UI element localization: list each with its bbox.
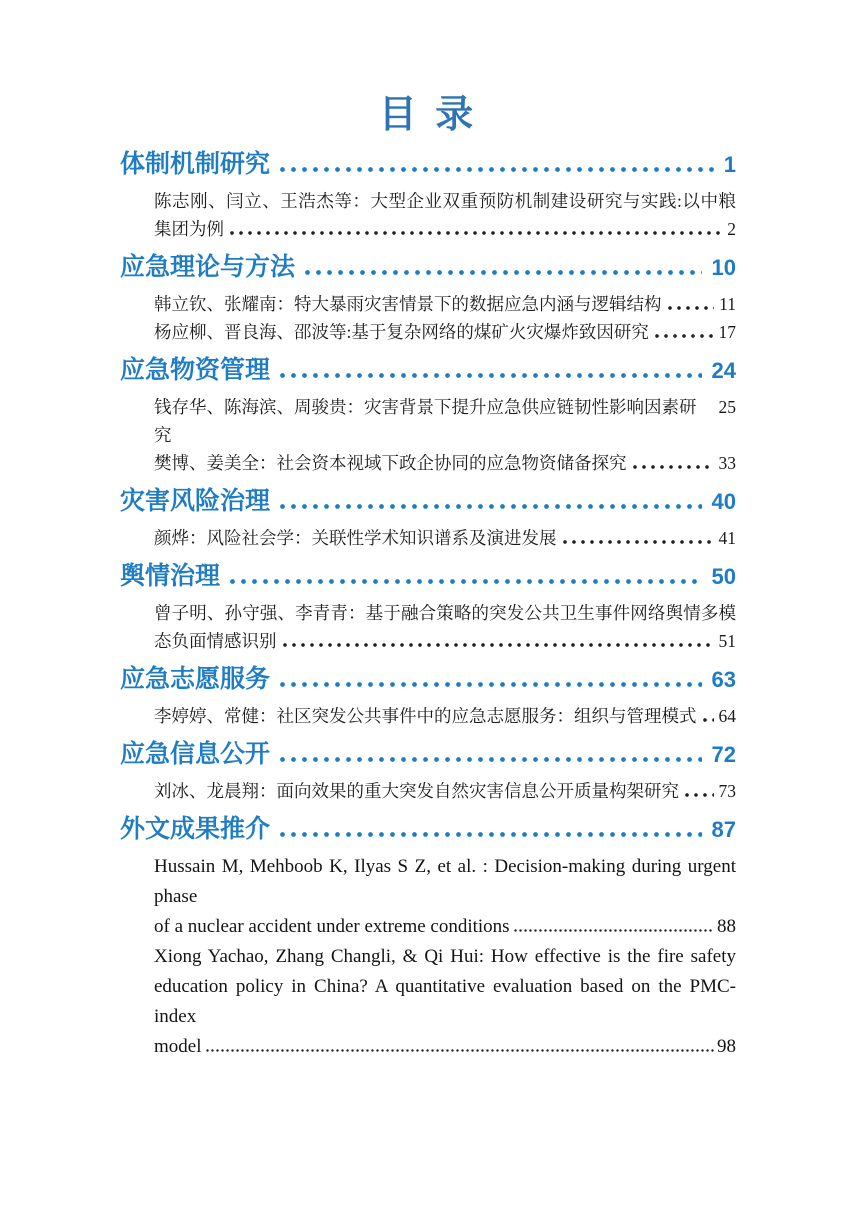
entry-tail: 李婷婷、常健：社区突发公共事件中的应急志愿服务：组织与管理模式 xyxy=(154,706,697,726)
section-dot-leader xyxy=(280,682,702,687)
toc-section xyxy=(120,148,736,243)
section-page-number: 24 xyxy=(711,358,736,383)
entry-tail: 集团为例 xyxy=(154,219,224,239)
entry-tail: model xyxy=(154,1036,202,1057)
section-entries xyxy=(154,852,736,1062)
entry-dot-leader xyxy=(655,334,714,338)
section-title: 应急理论与方法 xyxy=(120,253,296,281)
toc-entry xyxy=(154,318,736,346)
entry-tail: 樊博、姜美全：社会资本视域下政企协同的应急物资储备探究 xyxy=(154,453,627,473)
entry-page-number: 51 xyxy=(718,631,736,651)
section-page-number: 10 xyxy=(711,255,736,280)
entry-tail: 态负面情感识别 xyxy=(154,631,277,651)
entry-dot-leader xyxy=(685,793,714,797)
section-entries xyxy=(154,290,736,346)
entry-dot-leader xyxy=(703,718,714,722)
section-title-row xyxy=(120,485,736,518)
entry-prelines xyxy=(154,599,736,627)
entry-tail: 刘冰、龙晨翔：面向效果的重大突发自然灾害信息公开质量构架研究 xyxy=(154,781,679,801)
section-entries xyxy=(154,187,736,243)
toc-section xyxy=(120,485,736,552)
entry-tail-row xyxy=(154,393,736,449)
section-title-row xyxy=(120,251,736,284)
section-title-row xyxy=(120,148,736,181)
entry-page-number: 88 xyxy=(717,916,736,937)
entry-prelines xyxy=(154,187,736,215)
toc-entry xyxy=(154,702,736,730)
section-entries xyxy=(154,393,736,477)
section-entries xyxy=(154,524,736,552)
entry-tail-row xyxy=(154,702,736,730)
entry-page-number: 11 xyxy=(719,294,736,314)
entry-tail-row xyxy=(154,912,736,942)
entry-line: Hussain M, Mehboob K, Ilyas S Z, et al. : Decision-making during urgent phase xyxy=(154,856,736,907)
toc-section xyxy=(120,663,736,730)
toc-entry xyxy=(154,290,736,318)
entry-dot-leader xyxy=(563,540,714,544)
toc-entry xyxy=(154,449,736,477)
toc-entry xyxy=(154,524,736,552)
entry-tail: 韩立钦、张耀南：特大暴雨灾害情景下的数据应急内涵与逻辑结构 xyxy=(154,294,662,314)
section-title: 应急物资管理 xyxy=(120,356,271,384)
entry-line: 陈志刚、闫立、王浩杰等：大型企业双重预防机制建设研究与实践:以中粮 xyxy=(154,191,736,211)
entry-tail: 颜烨：风险社会学：关联性学术知识谱系及演进发展 xyxy=(154,528,557,548)
entry-dot-leader xyxy=(633,465,714,469)
section-page-number: 40 xyxy=(711,489,736,514)
entry-page-number: 33 xyxy=(718,453,736,473)
entry-dot-leader xyxy=(283,643,714,647)
entry-dot-leader xyxy=(668,306,715,310)
section-page-number: 72 xyxy=(711,742,736,767)
section-title: 体制机制研究 xyxy=(120,150,271,178)
toc-entry xyxy=(154,852,736,942)
entry-page-number: 41 xyxy=(718,528,736,548)
entry-dot-leader xyxy=(230,231,722,235)
entry-page-number: 73 xyxy=(718,781,736,801)
entry-dot-leader xyxy=(514,929,714,932)
section-page-number: 63 xyxy=(711,667,736,692)
entry-tail-row xyxy=(154,627,736,655)
entry-prelines xyxy=(154,942,736,1032)
section-title-row xyxy=(120,663,736,696)
section-dot-leader xyxy=(280,504,702,509)
section-dot-leader xyxy=(305,270,702,275)
entry-page-number: 25 xyxy=(718,397,736,417)
section-title: 舆情治理 xyxy=(120,562,221,590)
entry-page-number: 17 xyxy=(718,322,736,342)
entry-page-number: 98 xyxy=(717,1036,736,1057)
toc-entry xyxy=(154,599,736,655)
section-title: 外文成果推介 xyxy=(120,815,271,843)
section-dot-leader xyxy=(280,757,702,762)
entry-page-number: 64 xyxy=(718,706,736,726)
entry-line: Xiong Yachao, Zhang Changli, & Qi Hui: How effective is the fire safety xyxy=(154,946,736,967)
toc-section xyxy=(120,738,736,805)
section-title-row xyxy=(120,560,736,593)
entry-line: education policy in China? A quantitative evaluation based on the PMC-index xyxy=(154,976,736,1027)
section-dot-leader xyxy=(280,832,702,837)
entry-tail-row xyxy=(154,215,736,243)
section-page-number: 87 xyxy=(711,817,736,842)
section-page-number: 1 xyxy=(723,152,736,177)
section-title: 应急志愿服务 xyxy=(120,665,271,693)
section-dot-leader xyxy=(280,373,702,378)
toc-content xyxy=(120,92,736,1062)
toc xyxy=(120,148,736,1062)
entry-dot-leader xyxy=(206,1049,715,1052)
entry-tail-row xyxy=(154,290,736,318)
entry-tail: of a nuclear accident under extreme conditions xyxy=(154,916,510,937)
entry-tail-row xyxy=(154,449,736,477)
entry-tail: 钱存华、陈海滨、周骏贵：灾害背景下提升应急供应链韧性影响因素研究 xyxy=(154,397,697,445)
entry-tail-row xyxy=(154,524,736,552)
toc-section xyxy=(120,354,736,477)
toc-entry xyxy=(154,393,736,449)
entry-tail-row xyxy=(154,777,736,805)
section-title: 应急信息公开 xyxy=(120,740,271,768)
section-entries xyxy=(154,702,736,730)
entry-line: 曾子明、孙守强、李青青：基于融合策略的突发公共卫生事件网络舆情多模 xyxy=(154,603,736,623)
section-title-row xyxy=(120,354,736,387)
section-title: 灾害风险治理 xyxy=(120,487,271,515)
entry-prelines xyxy=(154,852,736,912)
section-page-number: 50 xyxy=(711,564,736,589)
toc-entry xyxy=(154,777,736,805)
toc-section xyxy=(120,813,736,1062)
toc-section xyxy=(120,251,736,346)
section-dot-leader xyxy=(230,579,702,584)
section-title-row xyxy=(120,813,736,846)
entry-tail: 杨应柳、晋良海、邵波等:基于复杂网络的煤矿火灾爆炸致因研究 xyxy=(154,322,649,342)
section-dot-leader xyxy=(280,167,714,172)
toc-entry xyxy=(154,187,736,243)
page-title: 目 录 xyxy=(378,94,478,136)
section-entries xyxy=(154,777,736,805)
section-entries xyxy=(154,599,736,655)
section-title-row xyxy=(120,738,736,771)
toc-entry xyxy=(154,942,736,1062)
toc-section xyxy=(120,560,736,655)
entry-page-number: 2 xyxy=(727,219,736,239)
entry-tail-row xyxy=(154,1032,736,1062)
entry-tail-row xyxy=(154,318,736,346)
